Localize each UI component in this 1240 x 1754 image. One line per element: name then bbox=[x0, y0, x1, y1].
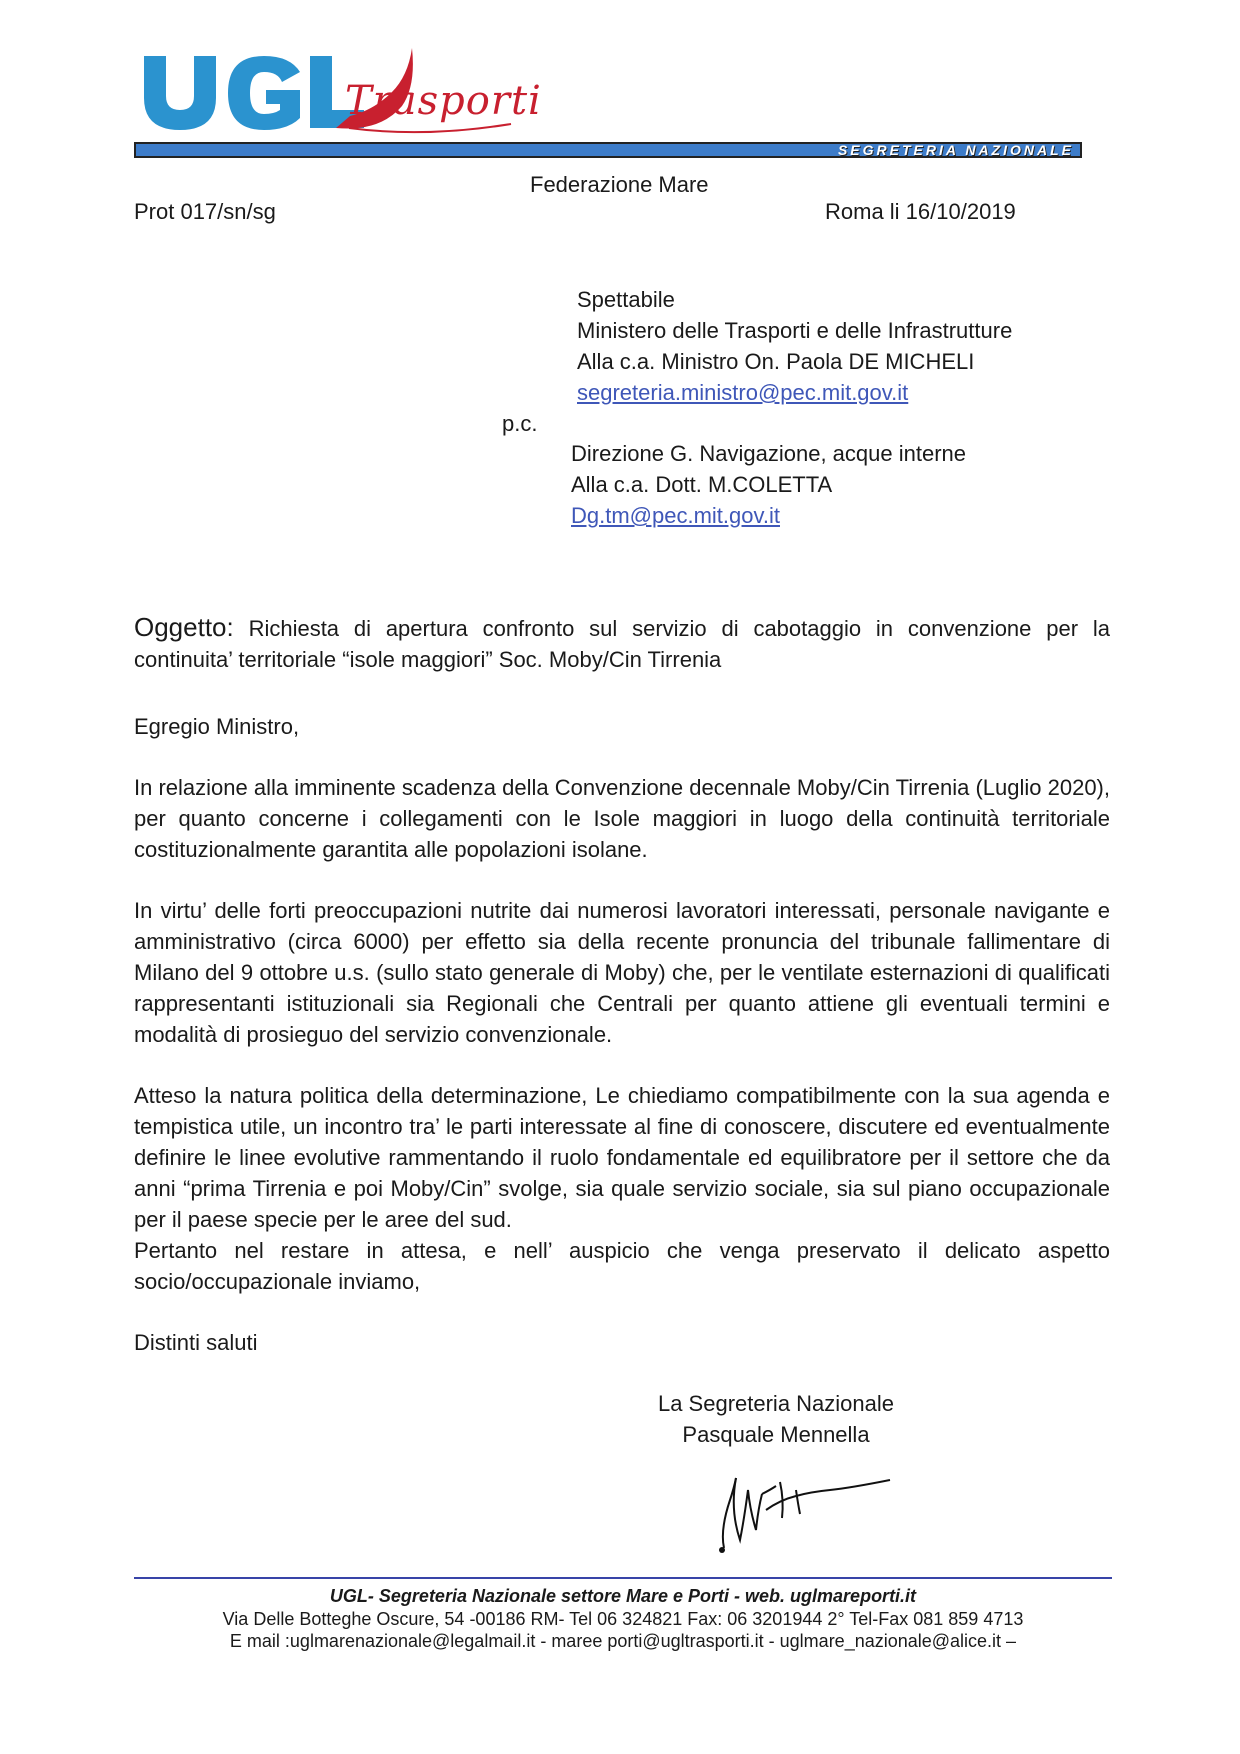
subject-line bbox=[134, 612, 1110, 675]
footer-address: Via Delle Botteghe Oscure, 54 -00186 RM- Tel 06 324821 Fax: 06 3201944 2° Tel-Fax 081 859 4713 bbox=[222, 1609, 1024, 1629]
cc-attention: Alla c.a. Dott. M.COLETTA bbox=[571, 472, 833, 497]
federation-label: Federazione Mare bbox=[530, 172, 709, 197]
cc-organization: Direzione G. Navigazione, acque interne bbox=[571, 441, 967, 466]
recipient-salutation: Spettabile bbox=[577, 287, 675, 312]
handwritten-signature bbox=[700, 1460, 900, 1555]
protocol-number: Prot 017/sn/sg bbox=[134, 199, 276, 224]
greeting: Egregio Ministro, bbox=[134, 714, 300, 739]
header-bar-label: SEGRETERIA NAZIONALE bbox=[837, 142, 1074, 158]
body-paragraph-4: Pertanto nel restare in attesa, e nell’ auspicio che venga preservato il delicato aspetto socio/occupazionale inviamo, bbox=[134, 1238, 1110, 1294]
cc-email-link[interactable]: Dg.tm@pec.mit.gov.it bbox=[571, 503, 780, 528]
signature-name: Pasquale Mennella bbox=[682, 1422, 870, 1447]
letter-body bbox=[134, 711, 1110, 1358]
recipient-attention: Alla c.a. Ministro On. Paola DE MICHELI bbox=[577, 349, 975, 374]
recipient-email-link[interactable]: segreteria.ministro@pec.mit.gov.it bbox=[577, 380, 909, 405]
signature-block bbox=[656, 1388, 896, 1450]
body-paragraph-2: In virtu’ delle forti preoccupazioni nutrite dai numerosi lavoratori interessati, personale navigante e amministrativo (circa 6000) per effetto sia della recente pronuncia del tribunale fallimentare di Milano del 9 ottobre u.s. (sullo stato generale di Moby) che, per le ventilate esternazioni di qualificati rappresentanti istituzionali sia Regionali che Centrali per quanto attiene gli eventuali termini e modalità di prosieguo del servizio convenzionale. bbox=[134, 898, 1110, 1047]
place-date: Roma li 16/10/2019 bbox=[825, 199, 1016, 224]
body-paragraph-3: Atteso la natura politica della determinazione, Le chiediamo compatibilmente con la sua agenda e tempistica utile, un incontro tra’ le parti interessate al fine di conoscere, discutere ed eventualmente definire le linee evolutive rammentando il ruolo fondamentale ed equilibratore per il settore che da anni “prima Tirrenia e poi Moby/Cin” svolge, sia quale servizio sociale, sia sul piano occupazionale per il paese specie per le aree del sud. bbox=[134, 1083, 1110, 1232]
closing: Distinti saluti bbox=[134, 1330, 258, 1355]
footer-emails: E mail :uglmarenazionale@legalmail.it - maree porti@ugltrasporti.it - uglmare_nazionale@alice.it – bbox=[229, 1631, 1017, 1651]
footer-divider bbox=[134, 1577, 1112, 1579]
signature-office: La Segreteria Nazionale bbox=[657, 1391, 895, 1416]
secondary-recipient bbox=[571, 438, 966, 531]
brand-subtitle: Trasporti bbox=[345, 78, 542, 124]
recipient-organization: Ministero delle Trasporti e delle Infrastrutture bbox=[577, 318, 1013, 343]
footer-organization: UGL- Segreteria Nazionale settore Mare e Porti - web. uglmareporti.it bbox=[329, 1586, 917, 1606]
body-paragraph-1: In relazione alla imminente scadenza della Convenzione decennale Moby/Cin Tirrenia (Luglio 2020), per quanto concerne i collegamenti con le Isole maggiori in luogo della continuità territoriale costituzionalmente garantita alle popolazioni isolane. bbox=[134, 775, 1110, 862]
subject-label: Oggetto: bbox=[134, 612, 234, 642]
brand-underline-swoosh bbox=[345, 122, 515, 138]
subject-text: Richiesta di apertura confronto sul servizio di cabotaggio in convenzione per la continuita’ territoriale “isole maggiori” Soc. Moby/Cin Tirrenia bbox=[134, 616, 1110, 672]
primary-recipient bbox=[577, 284, 1012, 408]
cc-label: p.c. bbox=[502, 411, 538, 436]
